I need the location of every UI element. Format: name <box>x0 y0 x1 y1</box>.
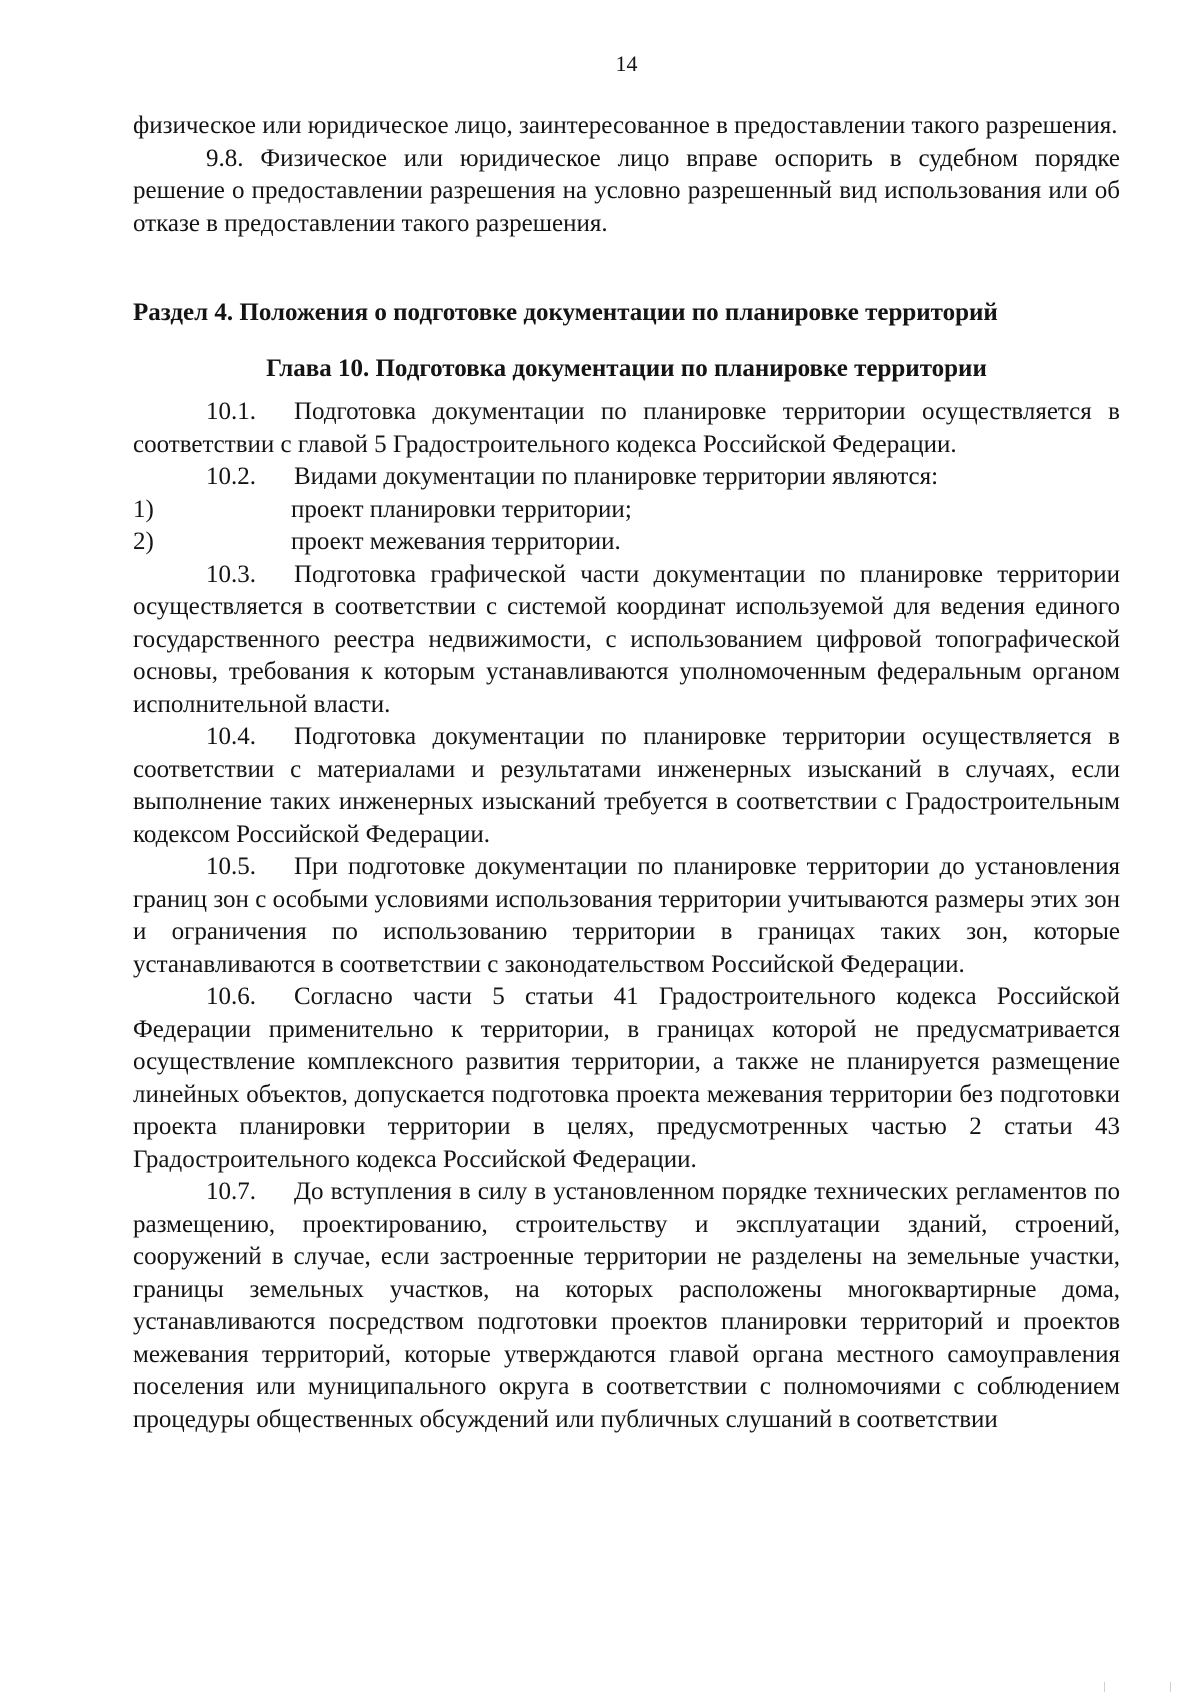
chapter-heading: Глава 10. Подготовка документации по планировке территории <box>266 355 987 382</box>
clause-text: Видами документации по планировке территории являются: <box>294 463 939 490</box>
clause-text: При подготовке документации по планировке территории до установления границ зон с особыми условиями использования территории учитываются размеры этих зон и ограничения по использованию территории в границах таких зон, которые устанавливаются в соответствии с законодательством Российской Федерации. <box>133 853 1120 978</box>
clause-number: 10.6. <box>206 983 256 1010</box>
paragraph-continuation: физическое или юридическое лицо, заинтересованное в предоставлении такого разрешения. <box>133 112 1118 139</box>
clause-10-5 <box>133 851 1120 981</box>
scan-artifact <box>1104 1682 1105 1692</box>
clause-10-2 <box>133 461 1120 494</box>
clause-10-1 <box>133 396 1120 461</box>
clause-10-7 <box>133 1176 1120 1436</box>
list-item-2 <box>133 526 1120 559</box>
clause-number: 10.3. <box>206 560 256 588</box>
list-item-1 <box>133 494 1120 527</box>
clause-10-6 <box>133 981 1120 1176</box>
clause-10-3 <box>133 559 1120 722</box>
clause-number: 10.5. <box>206 853 256 880</box>
clause-number: 10.4. <box>206 723 256 750</box>
chapter-body <box>133 396 1120 1436</box>
clause-text: Подготовка документации по планировке территории осуществляется в соответствии с материалами и результатами инженерных изысканий в случаях, если выполнение таких инженерных изысканий требуется в соответствии с Градостроительным кодексом Российской Федерации. <box>133 723 1120 848</box>
list-text: проект межевания территории. <box>291 528 621 555</box>
page-number: 14 <box>615 51 638 76</box>
scan-artifact <box>1170 1682 1171 1692</box>
section-heading: Раздел 4. Положения о подготовке документации по планировке территорий <box>133 299 998 326</box>
clause-text: Подготовка документации по планировке территории осуществляется в соответствии с главой 5 Градостроительного кодекса Российской Федерации. <box>133 398 1120 458</box>
list-number: 1) <box>133 495 154 523</box>
clause-text: Подготовка графической части документации по планировке территории осуществляется в соответствии с системой координат используемой для ведения единого государственного реестра недвижимости, с использованием цифровой топографической основы, требования к которым устанавливаются уполномоченным федеральным органом исполнительной власти. <box>133 560 1120 718</box>
clause-number: 10.7. <box>206 1178 256 1205</box>
paragraph-9-8: 9.8. Физическое или юридическое лицо вправе оспорить в судебном порядке решение о предоставлении разрешения на условно разрешенный вид использования или об отказе в предоставлении такого разрешения. <box>133 144 1120 237</box>
clause-text: До вступления в силу в установленном порядке технических регламентов по размещению, проектированию, строительству и эксплуатации зданий, строений, сооружений в случае, если застроенные территории не разделены на земельные участки, границы земельных участков, на которых расположены многоквартирные дома, устанавливаются посредством подготовки проектов планировки территорий и проектов межевания территорий, которые утверждаются главой органа местного самоуправления поселения или муниципального округа в соответствии с полномочиями с соблюдением процедуры общественных обсуждений или публичных слушаний в соответствии <box>133 1178 1120 1433</box>
clause-number: 10.2. <box>206 463 256 490</box>
clause-text: Согласно части 5 статьи 41 Градостроительного кодекса Российской Федерации применительно к территории, в границах которой не предусматривается осуществление комплексного развития территории, а также не планируется размещение линейных объектов, допускается подготовка проекта межевания территории без подготовки проекта планировки территории в целях, предусмотренных частью 2 статьи 43 Градостроительного кодекса Российской Федерации. <box>133 983 1120 1173</box>
clause-number: 10.1. <box>206 398 256 425</box>
intro-block <box>133 110 1120 240</box>
list-number: 2) <box>133 528 154 555</box>
clause-10-4 <box>133 721 1120 851</box>
list-text: проект планировки территории; <box>291 495 632 523</box>
